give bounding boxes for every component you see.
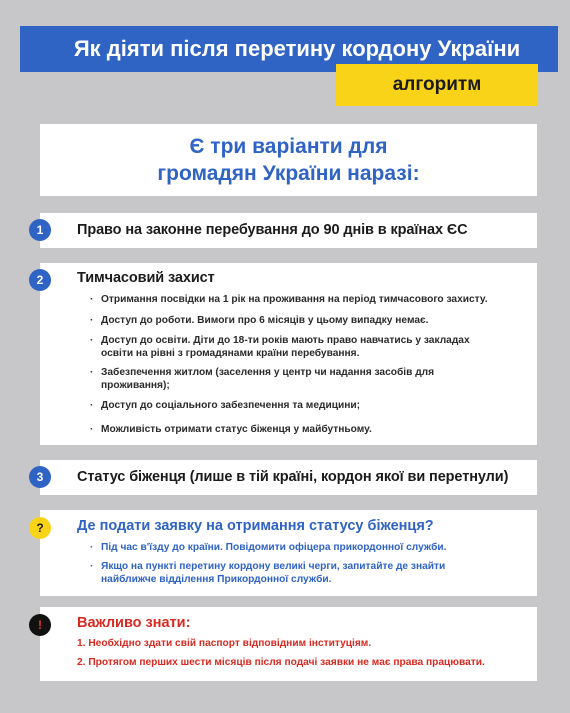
bullet-dot: ·	[90, 367, 94, 378]
number-badge-2	[29, 269, 51, 291]
list-item	[90, 366, 521, 392]
page-title-text: Як діяти після перетину кордону України	[73, 36, 521, 61]
bullet-dot: ·	[90, 400, 94, 411]
list-item	[90, 541, 521, 554]
list-item-text: проживання);	[101, 380, 170, 391]
list-item-text: Можливість отримати статус біженця у майбутньому.	[101, 424, 372, 435]
bullet-dot: ·	[90, 542, 94, 553]
important-title: Важливо знати:	[77, 615, 191, 631]
number-badge-3-label: 3	[36, 470, 44, 484]
option-1-title: Право на законне перебування до 90 днів в країнах ЄС	[77, 222, 468, 238]
list-item	[90, 560, 521, 586]
list-item-text: Під час в'їзду до країни. Повідомити офіцера прикордонної служби.	[101, 542, 447, 553]
number-badge-3	[29, 466, 51, 488]
number-badge-1	[29, 219, 51, 241]
list-item	[90, 293, 521, 306]
bullet-dot: ·	[90, 561, 94, 572]
list-item-text: Доступ до соціального забезпечення та медицини;	[101, 400, 361, 411]
list-item	[90, 423, 521, 436]
intro-line-1: Є три варіанти для	[189, 135, 388, 158]
number-badge-1-label: 1	[36, 223, 44, 237]
option-card-2	[36, 263, 537, 445]
question-card	[36, 510, 537, 596]
question-icon-label: ?	[36, 521, 44, 535]
intro-line-2: громадян України наразі:	[157, 162, 420, 185]
subtitle-text: алгоритм	[392, 74, 482, 95]
question-title: Де подати заявку на отримання статусу біженця?	[77, 518, 434, 534]
list-item-text: освіти на рівні з громадянами країни перебування.	[101, 348, 360, 359]
bullet-dot: ·	[90, 424, 94, 435]
list-item-text: Доступ до освіти. Діти до 18-ти років мають право навчатись у закладах	[101, 335, 470, 346]
bullet-dot: ·	[90, 335, 94, 346]
list-item	[90, 314, 521, 327]
question-icon	[29, 517, 51, 539]
list-item-text: найближче відділення Прикордонної служби.	[101, 574, 332, 585]
exclamation-icon	[29, 614, 51, 636]
list-item-text: Якщо на пункті перетину кордону великі черги, запитайте де знайти	[101, 561, 446, 572]
number-badge-2-label: 2	[36, 273, 44, 287]
intro-card	[40, 124, 537, 196]
list-item	[90, 334, 521, 360]
option-2-title: Тимчасовий захист	[77, 270, 215, 286]
option-card-1	[36, 213, 537, 248]
bullet-dot: ·	[90, 294, 94, 305]
important-card	[40, 607, 537, 681]
important-item-2: 2. Протягом перших шести місяців після подачі заявки не має права працювати.	[77, 657, 485, 668]
important-item-1: 1. Необхідно здати свій паспорт відповідним інституціям.	[77, 638, 372, 649]
option-3-title: Статус біженця (лише в тій країні, кордон якої ви перетнули)	[77, 469, 509, 485]
option-card-3	[36, 460, 537, 495]
list-item-text: Отримання посвідки на 1 рік на проживання на період тимчасового захисту.	[101, 294, 488, 305]
bullet-dot: ·	[90, 315, 94, 326]
subtitle-badge	[336, 64, 538, 106]
list-item-text: Доступ до роботи. Вимоги про 6 місяців у цьому випадку немає.	[101, 315, 429, 326]
list-item	[90, 399, 521, 412]
list-item-text: Забезпечення житлом (заселення у центр чи надання засобів для	[101, 367, 435, 378]
exclamation-icon-label: !	[38, 618, 42, 632]
